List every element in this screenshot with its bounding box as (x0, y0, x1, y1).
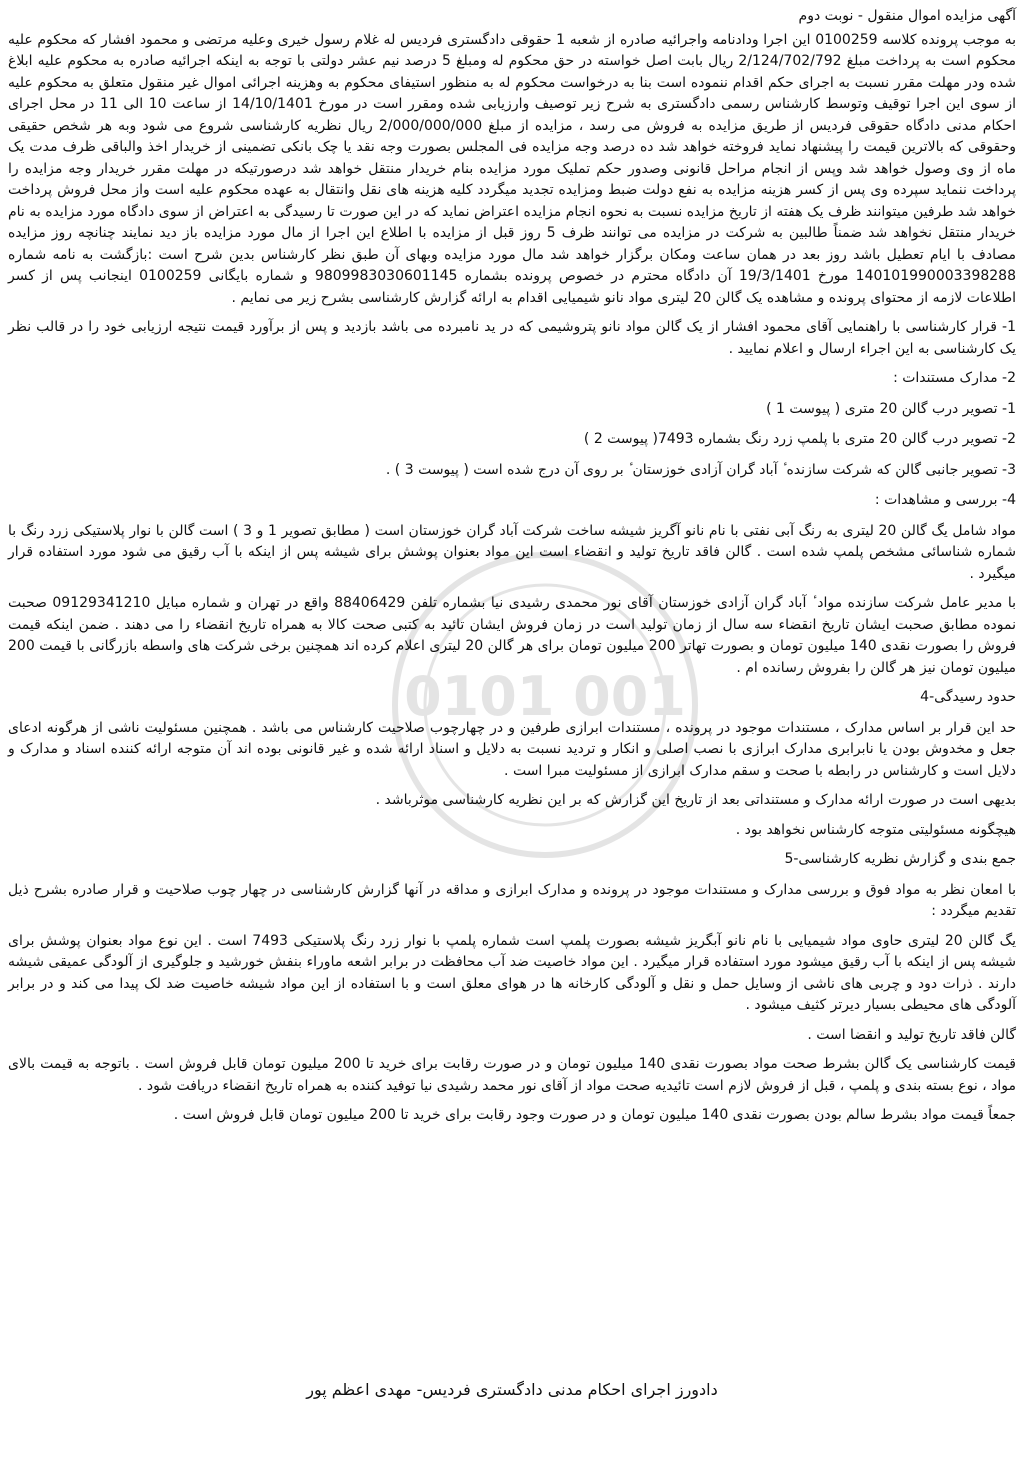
limits-paragraph-1: حد این قرار بر اساس مدارک ، مستندات موجود در پرونده ، مستندات ابرازی طرفین و در چهارچوب صلاحیت کارشناس می باشد . همچنین مسئولیت ناشی از هرگونه ادعای جعل و مخدوش بودن یا نابرابری مدارک ابرازی با نصب اصلی و انکار و تردید نسبت به دلایل و اسناد ارائه شده و غیر قانونی بوده اند آن متوجه ارائه کننده اسناد و مدارک و دلایل است و کارشناس در رابطه با صحت و سقم مدارک ابرازی از مسئولیت مبرا است . (8, 719, 1016, 779)
document-item-3: 3- تصویر جانبی گالن که شرکت سازنده ٔ آباد گران آزادی خوزستان ٔ بر روی آن درج شده است ( پیوست 3 ) . (385, 461, 1016, 478)
summary-heading: جمع بندی و گزارش نظریه کارشناسی-5 (784, 851, 1016, 867)
summary-paragraph-2: یگ گالن 20 لیتری حاوی مواد شیمیایی با نام نانو آبگریز شیشه بصورت پلمپ است شماره پلمپ با نوار زرد رنگ پلاستیکی 7493 است . این نوع مواد بعنوان پوشش برای شیشه پس از اینکه با آب رقیق میشود مورد استفاده قرار میگیرد . این مواد خاصیت ضد آب محافظت در برابر اشعه ماوراء بنفش خورشید و جلوگیری از آلودگی عمیقی شیشه دارند . ذرات دود و چربی های ناشی از وسایل حمل و نقل و آلودگی کارخانه ها در هوای معلق است و با استفاده از این مواد شیشه خاصیت ضد لک پیدا می کند و در برابر آلودگی های محیطی بسیار دیرتر کثیف میشود . (8, 932, 1017, 1013)
auction-notice (8, 6, 1016, 1476)
watermark-text: 0101 001 (404, 665, 686, 728)
summary-paragraph-3: گالن فاقد تاریخ تولید و انقضا است . (807, 1026, 1016, 1043)
document-item-1: 1- تصویر درب گالن 20 متری ( پیوست 1 ) (766, 400, 1016, 417)
observation-paragraph-1: مواد شامل یگ گالن 20 لیتری به رنگ آبی نفتی با نام نانو آگریز شیشه ساخت شرکت آباد گران خوزستان است ( مطابق تصویر 1 و 3 ) است گالن با نوار پلاستیکی زرد رنگ با شماره شناسائی مشخص پلمپ شده است . گالن فاقد تاریخ تولید و انقضاء است این مواد بعنوان پوشش برای شیشه پس از اینکه با آب رقیق می شود مورد استفاده قرار میگیرد . (8, 522, 1016, 582)
notice-title: آگهی مزایده اموال منقول - نوبت دوم (798, 8, 1016, 24)
signature-line: دادورز اجرای احکام مدنی دادگستری فردیس- مهدی اعظم پور (306, 1380, 718, 1399)
summary-paragraph-5: جمعاً قیمت مواد بشرط سالم بودن بصورت نقدی 140 میلیون تومان و در صورت وجود رقابت برای خرید تا 200 میلیون تومان قابل فروش است . (173, 1107, 1016, 1123)
section-2-heading: 2- مدارک مستندات : (893, 370, 1016, 386)
observation-paragraph-2: با مدیر عامل شرکت سازنده مواد ٔ آباد گران آزادی خوزستان آقای نور محمدی رشیدی نیا بشماره تلفن 88406429 واقع در تهران و شماره مبایل 09129341210 صحبت نموده مطابق صحبت ایشان تاریخ انقضاء سه سال از زمان تولید است در زمان فروش ایشان تائید به کتبی صحت کالا به همراه تاریخ انقضاء را می دهند . ضمن اینکه قیمت فروش را بصورت نقدی 140 میلیون تومان و بصورت تهاتر 200 میلیون تومان برای هر گالن 20 لیتری اعلام کرده اند همچنین برخی شرکت های واسطه بازرگانی با قیمت 200 میلیون تومان نیز هر گالن را بفروش رسانده ام . (8, 595, 1017, 676)
limits-paragraph-2: بدیهی است در صورت ارائه مدارک و مستنداتی بعد از تاریخ این گزارش که بر این نظریه کارشناسی موثرباشد . (375, 792, 1016, 808)
limits-heading: حدود رسیدگی-4 (920, 689, 1016, 705)
section-1-paragraph: 1- قرار کارشناسی با راهنمایی آقای محمود افشار از یک گالن مواد نانو پتروشیمی که در ید نامبرده می باشد بازدید و پس از برآورد قیمت نتیجه ارزیابی خود را در قالب نظر یک کارشناسی به این اجراء ارسال و اعلام نمایید . (8, 319, 1016, 357)
intro-paragraph: به موجب پرونده کلاسه 0100259 این اجرا ودادنامه واجرائیه صادره از شعبه 1 حقوقی دادگستری فردیس له غلام رسول خیری وعلیه مرتضی و محمود افشار که محکوم علیه محکوم است به پرداخت مبلغ 2/124/702/792 ریال بابت اصل خواسته در حق محکوم له ومبلغ 5 درصد نیم عشر دولتی با توجه به اینکه اجرائیه صادره به محکوم علیه ابلاغ شده ودر مهلت مقرر نسبت به اجرای حکم اقدام ننموده است بنا به درخواست محکوم له به منظور استیفای محکوم به وهزینه اجرائی اموال غیر منقول متعلق به محکوم علیه از سوی این اجرا توقیف وتوسط کارشناس رسمی دادگستری به شرح زیر توصیف وارزیابی شده ومقرر است در مورخ 14/10/1401 از ساعت 10 الی 11 در محل اجرای احکام مدنی دادگاه حقوقی فردیس از طریق مزایده به فروش می رسد ، مزایده از مبلغ 2/000/000/000 ریال نظریه کارشناسی شروع می شود وبه هر شخص حقیقی وحقوقی که بالاترین قیمت را پیشنهاد نماید فروخته خواهد شد ده درصد وجه مزایده فی المجلس بصورت وجه نقد یا چک بانکی تضمینی از خریدار اخذ والباقی ظرف مدت یک ماه از وی وصول خواهد شد وپس از انجام مراحل قانونی وصدور حکم تملیک مورد مزایده بنام خریدار منتقل خواهد شد درصورتیکه در مهلت مقرر خریدار وجه مزایده را پرداخت ننماید سپرده وی پس از کسر هزینه مزایده به نفع دولت ضبط ومزایده تجدید میگردد کلیه هزینه های نقل وانتقال به عهده محکوم علیه است واز محل فروش پرداخت خواهد شد طرفین میتوانند ظرف یک هفته از تاریخ مزایده نسبت به نحوه انجام مزایده اعتراض نماید که در این صورت تا رسیدگی به اعتراض از سوی دادگاه مورد مزایده به نام خریدار منتقل نخواهد شد ضمناً طالبین به شرکت در مزایده می توانند ظرف 5 روز قبل از مزایده با اطلاع این اجرا از مال مورد مزایده باز دید نمایند چنانچه روز مزایده مصادف با ایام تعطیل باشد روز بعد در همان ساعت ومکان برگزار خواهد شد مال مورد مزایده وبهای آن طبق نظر کارشناس بدین شرح است :بازگشت به نامه شماره 140101990003398288 مورخ 19/3/1401 آن دادگاه محترم در خصوص پرونده بشماره 9809983030601145 و شماره بایگانی 0100259 اینجانب پس از کسر اطلاعات لازمه از محتوای پرونده و مشاهده یک گالن 20 لیتری مواد نانو شیمیایی اقدام به ارائه گزارش کارشناسی بشرح زیر می نمایم . (8, 31, 1017, 306)
document-item-2: 2- تصویر درب گالن 20 متری با پلمپ زرد رنگ بشماره 7493( پیوست 2 ) (583, 431, 1016, 447)
summary-paragraph-1: با امعان نظر به مواد فوق و بررسی مدارک و مستندات موجود در پرونده و مدارک ابرازی و مداقه در آنها گزارش کارشناسی در چهار چوب صلاحیت و قرار صادره بشرح ذیل تقدیم میگردد : (8, 881, 1016, 919)
limits-paragraph-3: هیچگونه مسئولیتی متوجه کارشناس نخواهد بود . (735, 821, 1016, 838)
section-4-heading: 4- بررسی و مشاهدات : (874, 492, 1016, 508)
summary-paragraph-4: قیمت کارشناسی یک گالن بشرط صحت مواد بصورت نقدی 140 میلیون تومان و در صورت رقابت برای خرید تا 200 میلیون تومان قابل فروش است . باتوجه به قیمت بالای مواد ، نوع بسته بندی و پلمپ ، قبل از فروش لازم است تائیدیه صحت مواد از آقای نور محمد رشیدی نیا توفید کننده به همراه تاریخ انقضاء دریافت شود . (8, 1056, 1016, 1094)
